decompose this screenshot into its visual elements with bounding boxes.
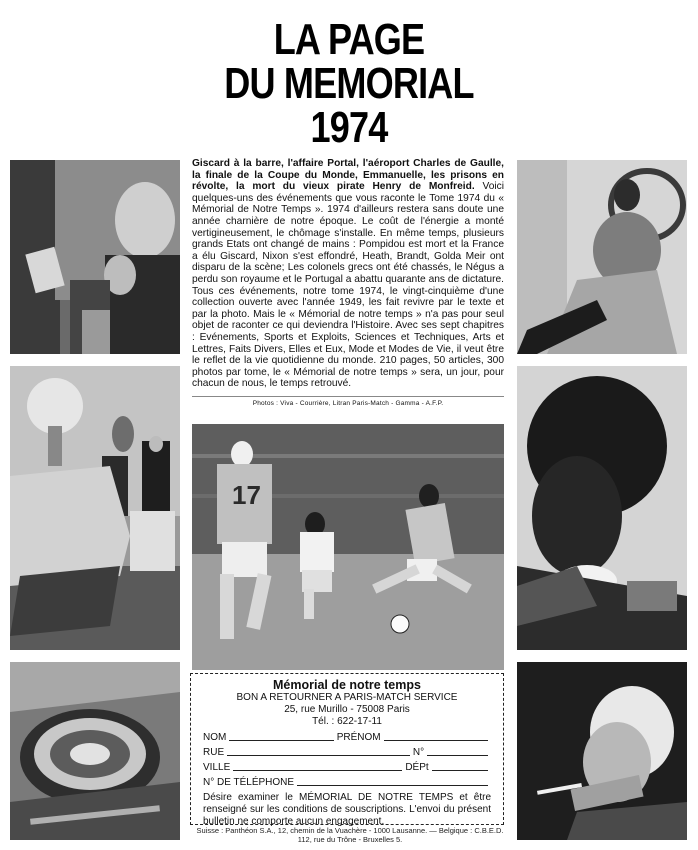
photo-giscard-campaign: [10, 160, 180, 354]
nom-label: NOM: [203, 732, 227, 743]
dept-field[interactable]: [432, 770, 488, 771]
ville-label: VILLE: [203, 762, 231, 773]
coupon-phone: Tél. : 622-17-11: [312, 716, 382, 727]
footer-addresses: [170, 826, 530, 844]
photo-henry-de-monfreid: [517, 662, 687, 840]
headline-line-1: LA PAGE: [273, 15, 425, 64]
coupon-row-street: [203, 744, 491, 758]
dept-label: DÉPt: [405, 762, 429, 773]
ville-field[interactable]: [233, 770, 402, 771]
footer-line-1: Suisse : Panthéon S.A., 12, chemin de la Vuachère - 1000 Lausanne. — Belgique : C.B.E.D.: [196, 826, 504, 835]
telephone-field[interactable]: [297, 785, 488, 786]
coupon-address-line-1: BON A RETOURNER A PARIS-MATCH SERVICE: [236, 692, 458, 703]
headline-line-3: 1974: [310, 103, 388, 152]
rue-field[interactable]: [227, 755, 410, 756]
photo-prison-riot-fire: [517, 366, 687, 650]
photo-world-cup-final: [192, 424, 504, 670]
coupon-title: Mémorial de notre temps: [273, 678, 421, 692]
article-text: [192, 158, 504, 390]
photo-airport-charles-de-gaulle: [10, 662, 180, 840]
article-lead: Giscard à la barre, l'affaire Portal, l'aéroport Charles de Gaulle, la finale de la Coupe du Monde, Emmanuelle, les prisons en révolte, la mort du vieux pirate Henry de Monfreid.: [192, 158, 504, 193]
rue-label: RUE: [203, 747, 225, 758]
photo-credits: Photos : Viva - Courrière, Litran Paris-Match - Gamma - A.F.P.: [192, 396, 504, 407]
coupon-row-phone: [203, 774, 491, 788]
nom-field[interactable]: [229, 740, 333, 741]
coupon-address-line-2: 25, rue Murillo - 75008 Paris: [284, 704, 410, 715]
coupon-note: Désire examiner le MÉMORIAL DE NOTRE TEMPS et être renseigné sur les conditions de souscriptions. L'envoi du présent bulletin ne comporte aucun engagement.: [203, 792, 491, 827]
order-coupon: [190, 673, 504, 825]
article-body: Voici quelques-uns des événements que vous raconte le Tome 1974 du « Mémorial de Notre Temps ». 1974 d'ailleurs restera sans doute une année charnière de notre époque. Le coût de l'énergie a monté vertigineusement, le chômage s'installe. En même temps, plusieurs grands Etats ont changé de mains : Pompidou est mort et la France a élu Giscard, Nixon s'est effondré, Heath, Brandt, Golda Meir ont disparu de la scène; Les colonels grecs ont été chassés, le Négus a perdu son royaume et le Portugal a abattu quarante ans de dictature. Tous ces événements, notre tome 1974, le vingt-cinquième d'une collection ouverte avec l'année 1949, les fait revivre par le texte et par la photo. Mais le « Mémorial de notre temps » n'a pas pour seul objet de raconter ce qui deviendra l'Histoire. Avec ses sept chapitres : Evénements, Sports et Exploits, Sciences et Techniques, Arts et Lettres, Faits Divers, Elles et Eux, Mode et Modes de Vie, il veut être le reflet de la vie quotidienne du monde. 210 pages, 50 articles, 300 photos par tome, le « Mémorial de notre temps » sera, un jour, pour chacun de nous, le temps retrouvé.: [192, 181, 504, 390]
prenom-field[interactable]: [384, 740, 488, 741]
prenom-label: PRÉNOM: [336, 732, 381, 743]
footer-line-2: 112, rue du Trône - Bruxelles 5.: [297, 835, 403, 844]
headline-line-2: DU MEMORIAL: [224, 59, 474, 108]
headline: [0, 15, 698, 152]
photo-pompidou-coffin: [10, 366, 180, 650]
photo-emmanuelle: [517, 160, 687, 354]
telephone-label: N° DE TÉLÉPHONE: [203, 777, 295, 788]
numero-label: N°: [412, 747, 425, 758]
coupon-row-city: [203, 759, 491, 773]
coupon-row-name: [203, 729, 491, 743]
jersey-number: 17: [232, 480, 261, 510]
numero-field[interactable]: [427, 755, 488, 756]
